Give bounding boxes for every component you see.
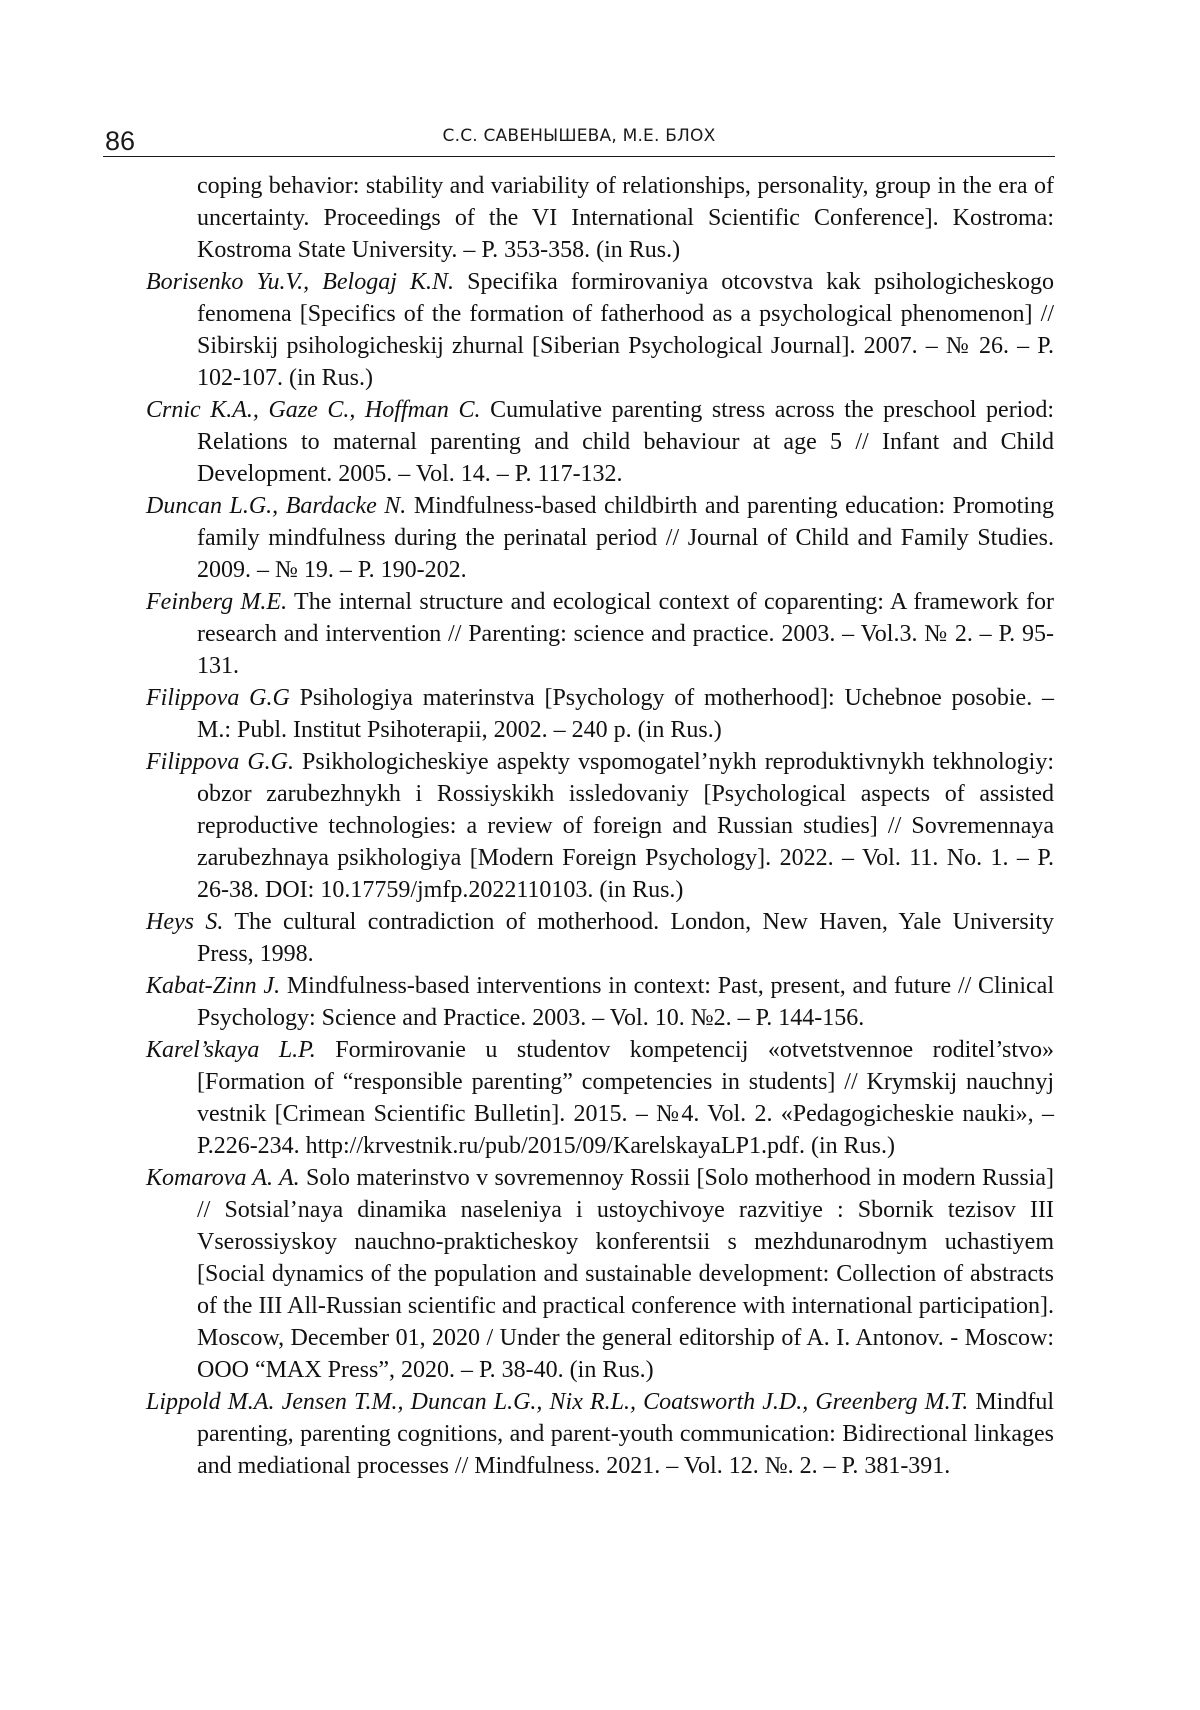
reference-text: Psikhologicheskiye aspekty vspomogatel’nykh reproduktivnykh tekhnologiy: obzor zarubezhnykh i Rossiyskikh issledovaniy [Psychological aspects of assisted reproductive technologies: a review of foreign and Russian studies] // Sovremennaya zarubezhnaya psikhologiya [Modern Foreign Psychology]. 2022. – Vol. 11. No. 1. – P. 26-38. DOI: 10.17759/jmfp.2022110103. (in Rus.) (197, 749, 1055, 903)
reference-text: Mindful parenting, parenting cognitions, and parent-youth communication: Bidirectional linkages and mediational processes // Mindfulness. 2021. – Vol. 12. №. 2. – P. 381-391. (197, 1389, 1055, 1479)
reference-authors: Lippold M.A. Jensen T.M., Duncan L.G., Nix R.L., Coatsworth J.D., Greenberg M.T. (146, 1389, 969, 1415)
reference-entry (146, 1386, 1054, 1482)
reference-authors: Karel’skaya L.P. (146, 1037, 316, 1063)
page-number: 86 (105, 126, 136, 156)
reference-entry (146, 1034, 1054, 1162)
reference-entry (146, 170, 1054, 266)
reference-entry (146, 266, 1054, 394)
reference-text: The cultural contradiction of motherhood. London, New Haven, Yale University Press, 1998. (197, 909, 1054, 967)
reference-authors: Komarova A. A. (146, 1165, 300, 1191)
reference-authors: Heys S. (146, 909, 224, 935)
reference-text: Cumulative parenting stress across the preschool period: Relations to maternal parenting and child behaviour at age 5 // Infant and Child Development. 2005. – Vol. 14. – P. 117-132. (197, 397, 1055, 487)
reference-authors: Filippova G.G (146, 685, 290, 711)
reference-authors: Filippova G.G. (146, 749, 294, 775)
reference-text: The internal structure and ecological context of coparenting: A framework for research and intervention // Parenting: science and practice. 2003. – Vol.3. № 2. – P. 95-131. (197, 589, 1054, 679)
reference-text: Formirovanie u studentov kompetencij «otvetstvennoe roditel’stvo» [Formation of “responsible parenting” competencies in students] // Krymskij nauchnyj vestnik [Crimean Scientific Bulletin]. 2015. – №4. Vol. 2. «Pedagogicheskie nauki», – P.226-234. http://krvestnik.ru/pub/2015/09/KarelskayaLP1.pdf. (in Rus.) (197, 1037, 1055, 1159)
reference-entry (146, 586, 1054, 682)
reference-authors: Borisenko Yu.V., Belogaj K.N. (146, 269, 454, 295)
reference-authors: Crnic K.A., Gaze C., Hoffman C. (146, 397, 481, 423)
reference-authors: Duncan L.G., Bardacke N. (146, 493, 407, 519)
reference-authors: Kabat-Zinn J. (146, 973, 281, 999)
reference-entry (146, 746, 1054, 906)
running-head: С.С. САВЕНЫШЕВА, М.Е. БЛОХ (442, 126, 716, 146)
reference-text: Solo materinstvo v sovremennoy Rossii [Solo motherhood in modern Russia] // Sotsial’naya dinamika naseleniya i ustoychivoye razvitiye : Sbornik tezisov III Vserossiyskoy nauchno-prakticheskoy konferentsii s mezhdunarodnym uchastiyem [Social dynamics of the population and sustainable development: Collection of abstracts of the III All-Russian scientific and practical conference with international participation]. Moscow, December 01, 2020 / Under the general editorship of A. I. Antonov. - Moscow: OOO “MAX Press”, 2020. – P. 38-40. (in Rus.) (197, 1165, 1054, 1383)
reference-entry (146, 1162, 1054, 1386)
reference-entry (146, 970, 1054, 1034)
reference-text: Specifika formirovaniya otcovstva kak psihologicheskogo fenomena [Specifics of the formation of fatherhood as a psychological phenomenon] // Sibirskij psihologicheskij zhurnal [Siberian Psychological Journal]. 2007. – № 26. – P. 102-107. (in Rus.) (197, 269, 1055, 391)
reference-text: Psihologiya materinstva [Psychology of motherhood]: Uchebnoe posobie. – M.: Publ. Institut Psihoterapii, 2002. – 240 p. (in Rus.) (197, 685, 1055, 743)
reference-list (146, 170, 1054, 1482)
reference-text: Mindfulness-based interventions in context: Past, present, and future // Clinical Psychology: Science and Practice. 2003. – Vol. 10. №2. – P. 144-156. (197, 973, 1055, 1031)
reference-entry (146, 490, 1054, 586)
reference-text: coping behavior: stability and variability of relationships, personality, group in the era of uncertainty. Proceedings of the VI International Scientific Conference]. Kostroma: Kostroma State University. – P. 353-358. (in Rus.) (197, 173, 1054, 263)
reference-text: Mindfulness-based childbirth and parenting education: Promoting family mindfulness during the perinatal period // Journal of Child and Family Studies. 2009. – № 19. – P. 190-202. (197, 493, 1054, 583)
reference-entry (146, 906, 1054, 970)
page-header (103, 118, 1055, 157)
reference-authors: Feinberg M.E. (146, 589, 288, 615)
reference-entry (146, 682, 1054, 746)
reference-entry (146, 394, 1054, 490)
